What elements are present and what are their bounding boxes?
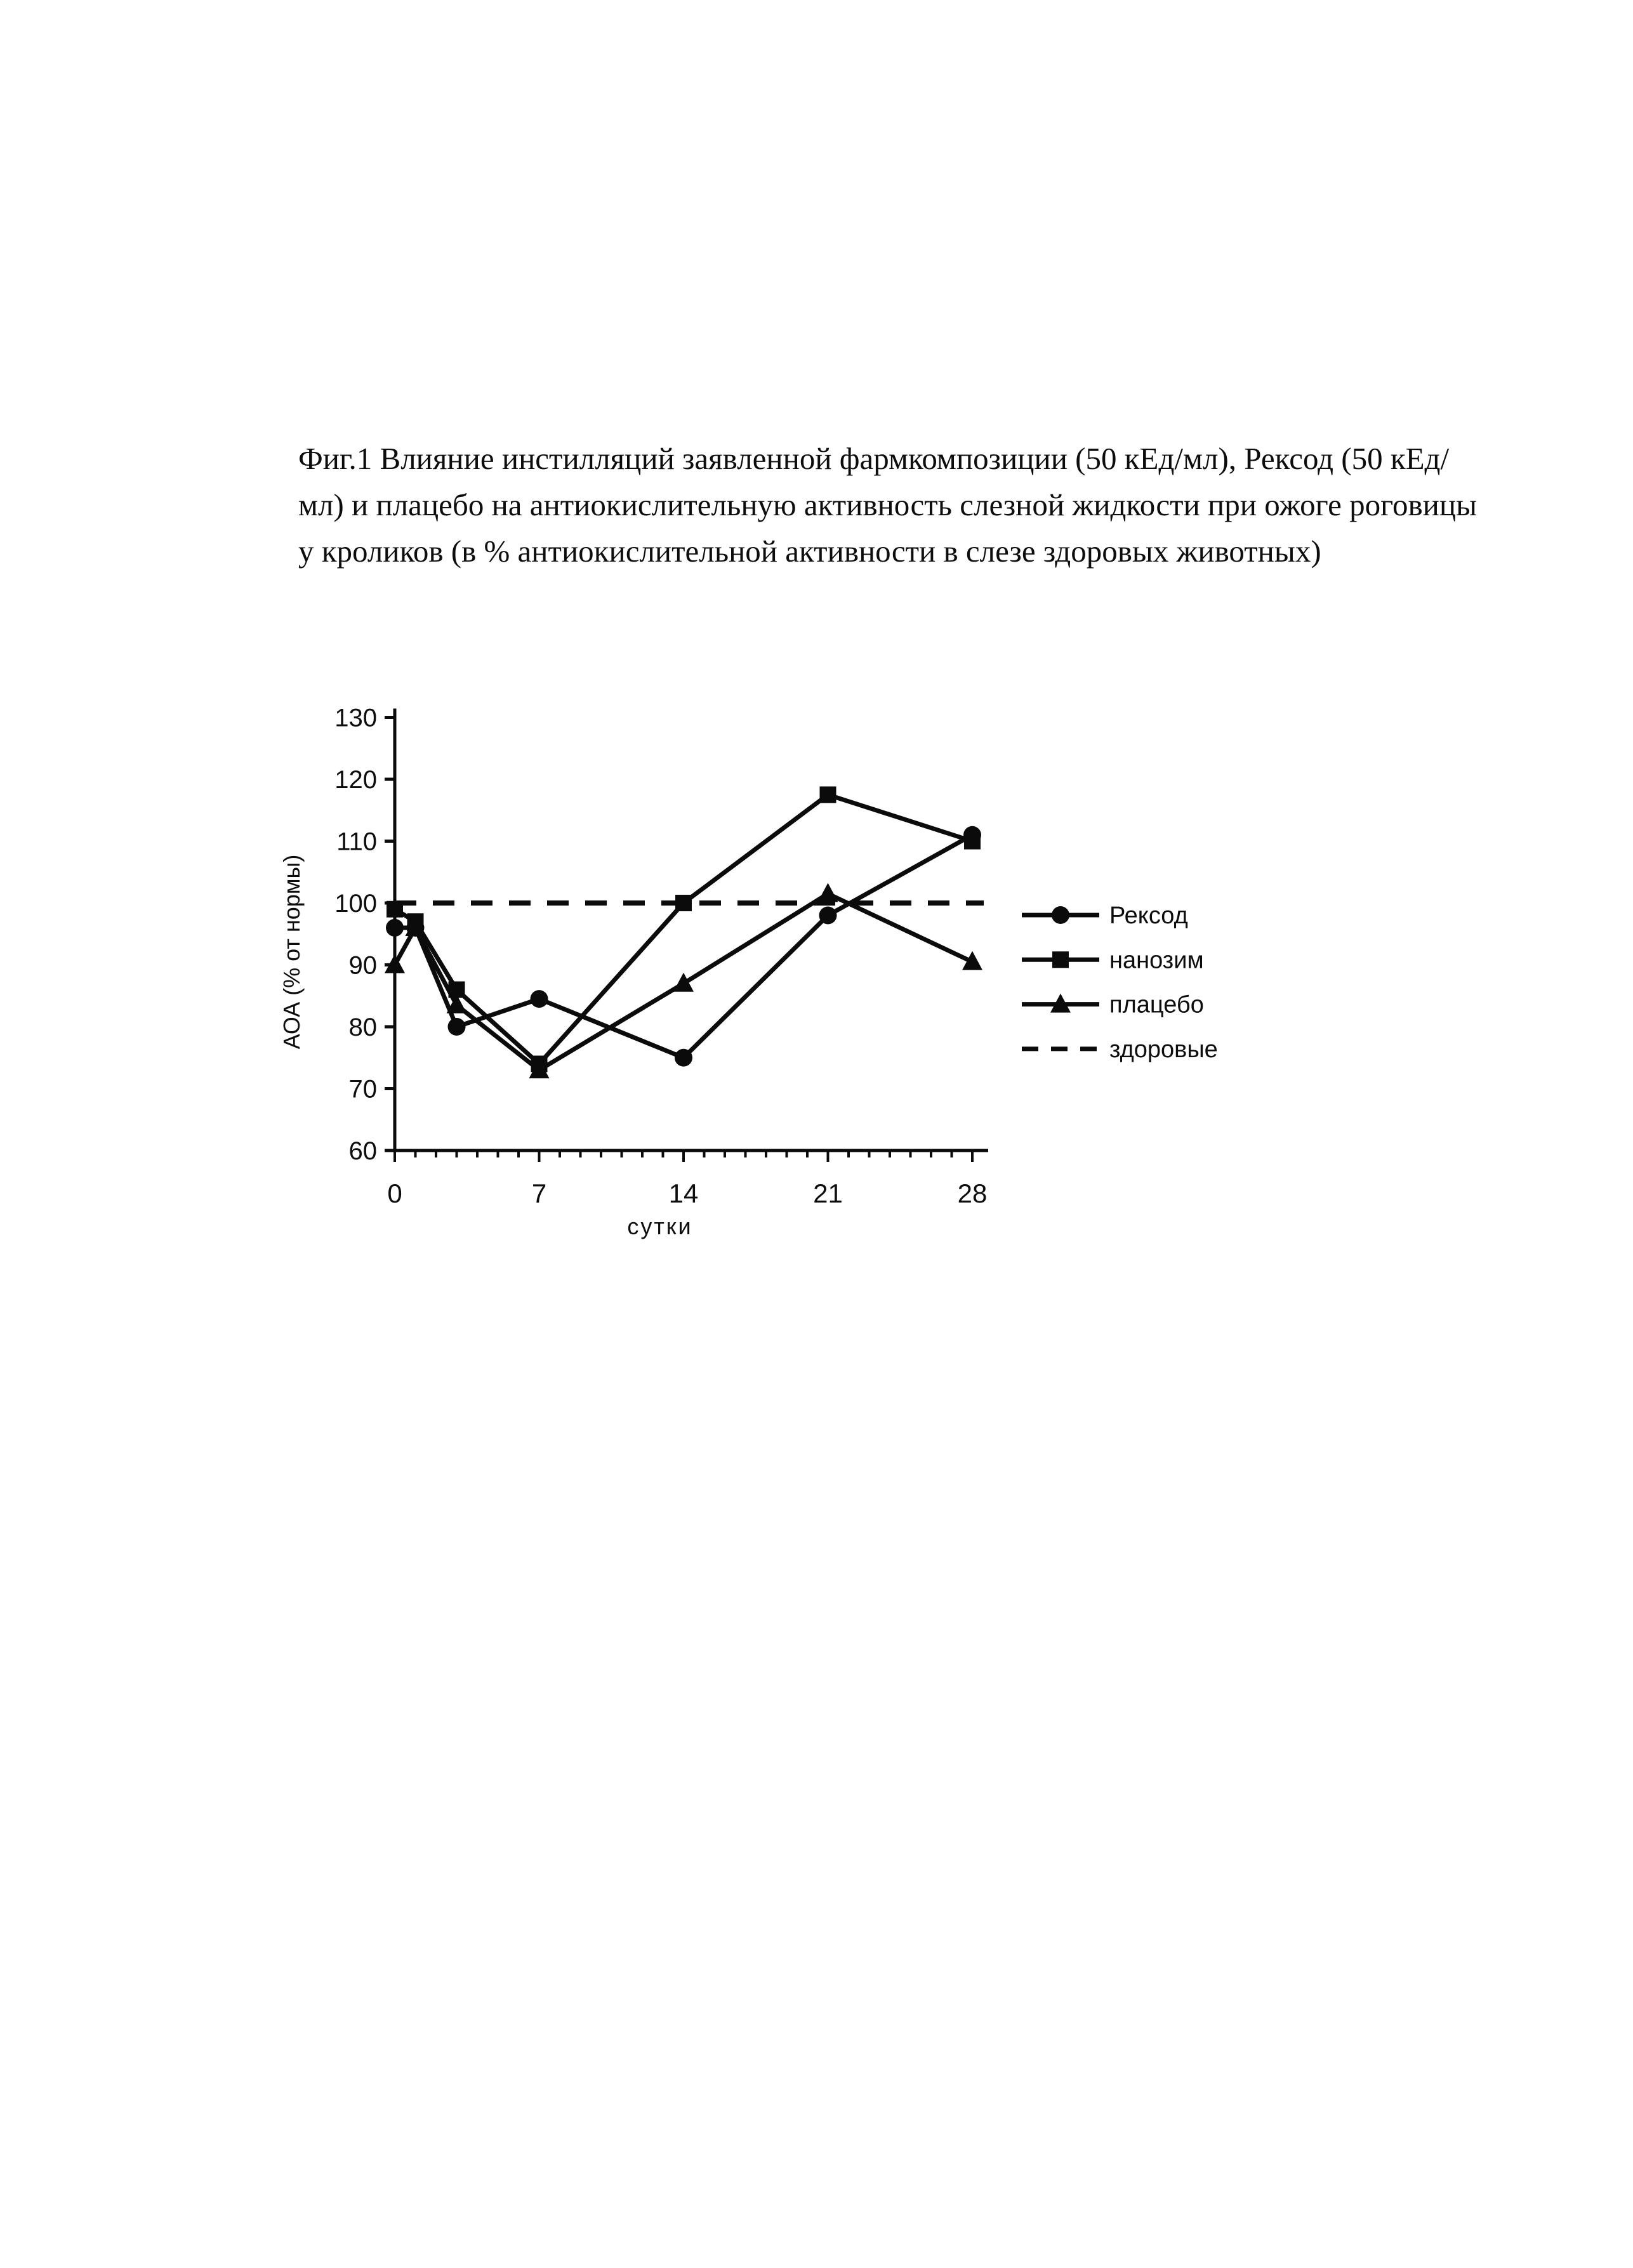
y-tick-label: 120 [334, 766, 377, 794]
series-2-marker [818, 883, 838, 902]
series-0-marker [531, 990, 548, 1008]
y-tick-label: 70 [348, 1075, 377, 1104]
figure-caption: Фиг.1 Влияние инстилляций заявленной фармкомпозиции (50 кЕд/мл), Рексод (50 кЕд/мл) и плацебо на антиокислительную активность слезной жидкости при ожоге роговицы у кроликов (в % антиокислительной активности в слезе здоровых животных) [298, 441, 1477, 569]
legend-item-1-label: нанозим [1109, 947, 1204, 974]
legend-item-0-label: Рексод [1109, 902, 1188, 929]
y-tick-label: 80 [348, 1013, 377, 1041]
series-0-marker [819, 907, 837, 925]
x-tick-label: 28 [957, 1178, 988, 1208]
series-1-marker [964, 833, 981, 850]
legend-item-2-label: плацебо [1109, 991, 1204, 1019]
y-tick-label: 100 [334, 890, 377, 918]
legend-item-3-label: здоровые [1109, 1036, 1218, 1063]
x-tick-label: 21 [813, 1178, 843, 1208]
y-axis-title: АОА (% от нормы) [279, 854, 305, 1050]
x-tick-label: 14 [668, 1178, 699, 1208]
figure-chart [254, 666, 1460, 1301]
y-tick-label: 130 [334, 704, 377, 732]
series-0-marker [675, 1049, 692, 1067]
legend-item-1-marker [1052, 951, 1069, 968]
y-tick-label: 90 [348, 951, 377, 980]
series-2-marker [673, 973, 694, 992]
series-1-marker [820, 786, 836, 803]
y-tick-label: 110 [336, 827, 377, 856]
series-0-marker [386, 919, 404, 937]
series-0-marker [448, 1018, 466, 1036]
y-tick-label: 60 [348, 1137, 377, 1165]
x-axis-title: сутки [627, 1213, 693, 1239]
x-tick-label: 0 [387, 1178, 402, 1208]
legend-item-0-marker [1052, 906, 1069, 924]
x-tick-label: 7 [531, 1178, 547, 1208]
